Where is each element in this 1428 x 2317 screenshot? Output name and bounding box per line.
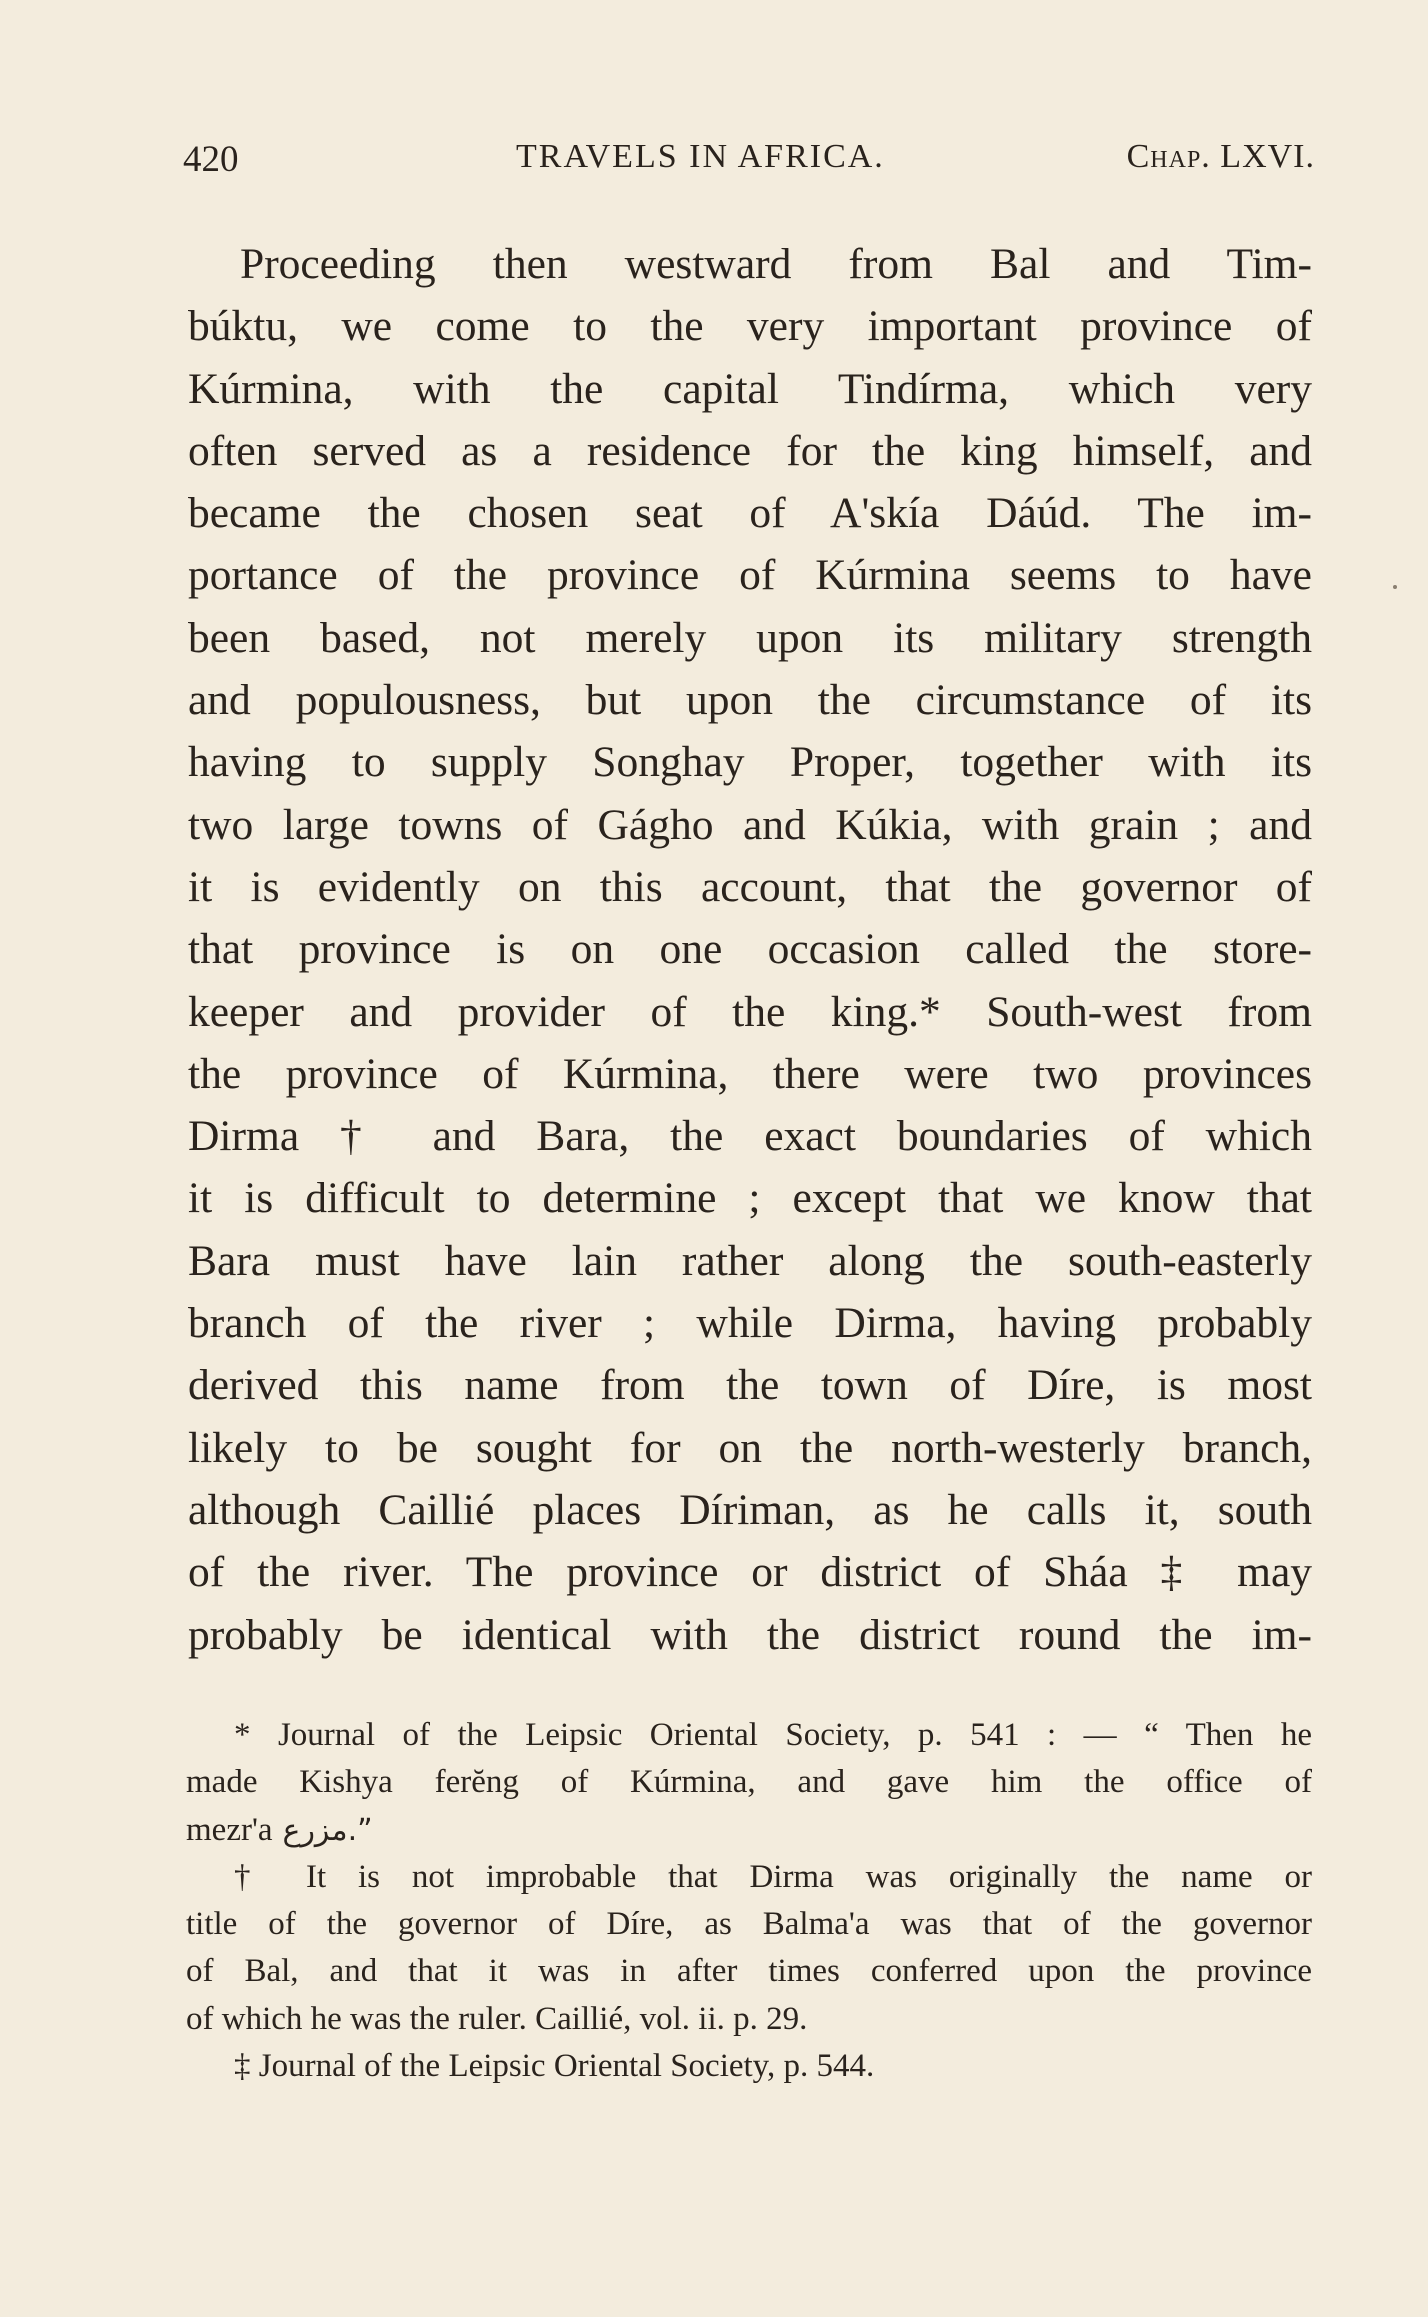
- body-line: Dirma † and Bara, the exact boundaries of which: [188, 1112, 1312, 1161]
- body-line: of the river. The province or district of Sháa ‡ may: [188, 1548, 1312, 1597]
- footnotes: [186, 1712, 1312, 2090]
- running-header: [183, 138, 1315, 188]
- body-line: became the chosen seat of A'skía Dáúd. The im-: [188, 489, 1312, 538]
- page-number: 420: [183, 139, 239, 180]
- running-title: TRAVELS IN AFRICA.: [516, 138, 885, 175]
- footnote-2-line: of Bal, and that it was in after times conferred upon the province: [186, 1953, 1312, 1990]
- footnote-1-term: mezr'a: [186, 1811, 273, 1848]
- body-line: Proceeding then westward from Bal and Tim-: [240, 240, 1312, 288]
- body-line: and populousness, but upon the circumstance of its: [188, 676, 1312, 725]
- arabic-word: مزرع.”: [282, 1812, 373, 1848]
- body-line: the province of Kúrmina, there were two provinces: [188, 1049, 1312, 1098]
- margin-speck: [1393, 585, 1397, 589]
- body-line: keeper and provider of the king.* South-west from: [188, 987, 1312, 1036]
- body-line: having to supply Songhay Proper, together with its: [188, 738, 1312, 787]
- body-line: it is evidently on this account, that the governor of: [188, 862, 1312, 911]
- body-line: although Caillié places Díriman, as he calls it, south: [188, 1485, 1312, 1534]
- chapter-label: Chap. LXVI.: [1126, 138, 1315, 175]
- body-line: búktu, we come to the very important province of: [188, 302, 1312, 351]
- body-line: Bara must have lain rather along the south-easterly: [188, 1236, 1312, 1285]
- body-line: often served as a residence for the king himself, and: [188, 426, 1312, 475]
- body-line: that province is on one occasion called the store-: [188, 925, 1312, 974]
- footnote-2-line: † It is not improbable that Dirma was originally the name or: [234, 1858, 1312, 1895]
- footnote-3-line: ‡ Journal of the Leipsic Oriental Society, p. 544.: [234, 2048, 875, 2085]
- body-line: it is difficult to determine ; except that we know that: [188, 1174, 1312, 1223]
- footnote-1-line: made Kishya ferĕng of Kúrmina, and gave him the office of: [186, 1764, 1312, 1801]
- main-paragraph: [188, 233, 1312, 1666]
- footnote-2-line: of which he was the ruler. Caillié, vol. ii. p. 29.: [186, 2000, 808, 2037]
- body-line: portance of the province of Kúrmina seems to have: [188, 551, 1312, 600]
- body-line: two large towns of Gágho and Kúkia, with grain ; and: [188, 800, 1312, 849]
- body-line: been based, not merely upon its military strength: [188, 613, 1312, 662]
- body-line: branch of the river ; while Dirma, having probably: [188, 1299, 1312, 1348]
- body-line: Kúrmina, with the capital Tindírma, which very: [188, 364, 1312, 413]
- footnote-1-line: * Journal of the Leipsic Oriental Society, p. 541 : — “ Then he: [234, 1717, 1312, 1753]
- body-line: probably be identical with the district round the im-: [188, 1610, 1312, 1659]
- body-line: likely to be sought for on the north-westerly branch,: [188, 1423, 1312, 1472]
- footnote-1-line: [186, 1807, 1312, 1854]
- body-line: derived this name from the town of Díre, is most: [188, 1361, 1312, 1410]
- footnote-2-line: title of the governor of Díre, as Balma'a was that of the governor: [186, 1906, 1312, 1943]
